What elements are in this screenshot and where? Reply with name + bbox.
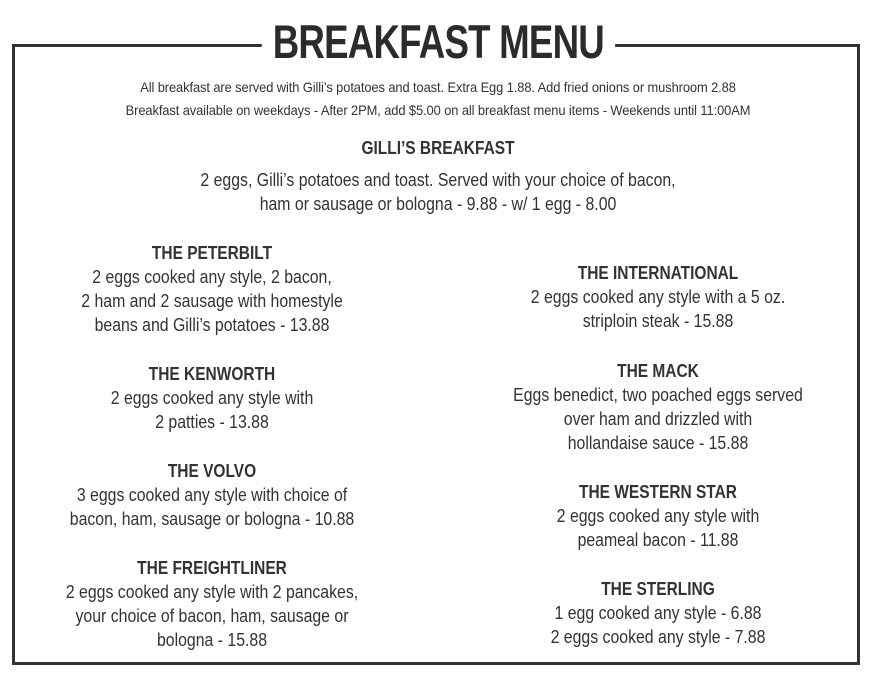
menu-item-desc: 2 eggs, Gilli’s potatoes and toast. Served with your choice of bacon, bbox=[200, 170, 676, 190]
menu-item-name: THE PETERBILT bbox=[151, 243, 273, 263]
menu-item-name: THE INTERNATIONAL bbox=[577, 263, 739, 283]
menu-item-desc: 2 ham and 2 sausage with homestyle bbox=[81, 291, 343, 311]
menu-item-desc: 2 eggs cooked any style - 7.88 bbox=[550, 627, 766, 647]
menu-item-mack bbox=[460, 359, 856, 455]
menu-item-desc: 2 eggs cooked any style with 2 pancakes, bbox=[65, 582, 359, 602]
menu-item-kenworth bbox=[12, 362, 412, 434]
menu-item-name: THE VOLVO bbox=[167, 461, 257, 481]
menu-item-desc: your choice of bacon, ham, sausage or bbox=[75, 606, 349, 626]
menu-item-international bbox=[460, 261, 856, 333]
menu-item-desc: peameal bacon - 11.88 bbox=[577, 530, 739, 550]
menu-item-desc: 2 eggs cooked any style, 2 bacon, bbox=[92, 267, 332, 287]
menu-item-gillis-breakfast bbox=[12, 136, 864, 216]
menu-intro bbox=[12, 76, 864, 122]
intro-line: All breakfast are served with Gilli’s potatoes and toast. Extra Egg 1.88. Add fried onions or mushroom 2.88 bbox=[140, 79, 736, 95]
menu-item-desc: beans and Gilli’s potatoes - 13.88 bbox=[94, 315, 330, 335]
menu-item-volvo bbox=[12, 459, 412, 531]
menu-item-name: THE KENWORTH bbox=[148, 364, 276, 384]
menu-item-desc: 1 egg cooked any style - 6.88 bbox=[554, 603, 762, 623]
menu-item-desc: 2 patties - 13.88 bbox=[155, 412, 269, 432]
menu-item-desc: striploin steak - 15.88 bbox=[582, 311, 734, 331]
menu-item-desc: bologna - 15.88 bbox=[156, 630, 268, 650]
menu-item-desc: Eggs benedict, two poached eggs served bbox=[513, 385, 803, 405]
menu-item-desc: hollandaise sauce - 15.88 bbox=[567, 433, 749, 453]
menu-item-sterling bbox=[460, 577, 856, 649]
menu-item-name: THE STERLING bbox=[601, 579, 715, 599]
menu-item-name: GILLI’S BREAKFAST bbox=[361, 138, 515, 158]
menu-title: BREAKFAST MENU bbox=[261, 14, 614, 70]
menu-item-desc: 3 eggs cooked any style with choice of bbox=[76, 485, 348, 505]
menu-item-name: THE WESTERN STAR bbox=[579, 482, 737, 502]
menu-item-desc: bacon, ham, sausage or bologna - 10.88 bbox=[69, 509, 355, 529]
menu-item-desc: ham or sausage or bologna - 9.88 - w/ 1 egg - 8.00 bbox=[259, 194, 617, 214]
menu-item-western-star bbox=[460, 480, 856, 552]
menu-item-desc: 2 eggs cooked any style with bbox=[110, 388, 314, 408]
menu-item-freightliner bbox=[12, 556, 412, 652]
menu-item-peterbilt bbox=[12, 241, 412, 337]
menu-item-name: THE MACK bbox=[617, 361, 699, 381]
menu-item-desc: over ham and drizzled with bbox=[563, 409, 753, 429]
menu-item-desc: 2 eggs cooked any style with bbox=[556, 506, 760, 526]
menu-item-name: THE FREIGHTLINER bbox=[137, 558, 287, 578]
intro-line: Breakfast available on weekdays - After 2PM, add $5.00 on all breakfast menu items - Weekends until 11:00AM bbox=[125, 102, 751, 118]
menu-item-desc: 2 eggs cooked any style with a 5 oz. bbox=[530, 287, 786, 307]
